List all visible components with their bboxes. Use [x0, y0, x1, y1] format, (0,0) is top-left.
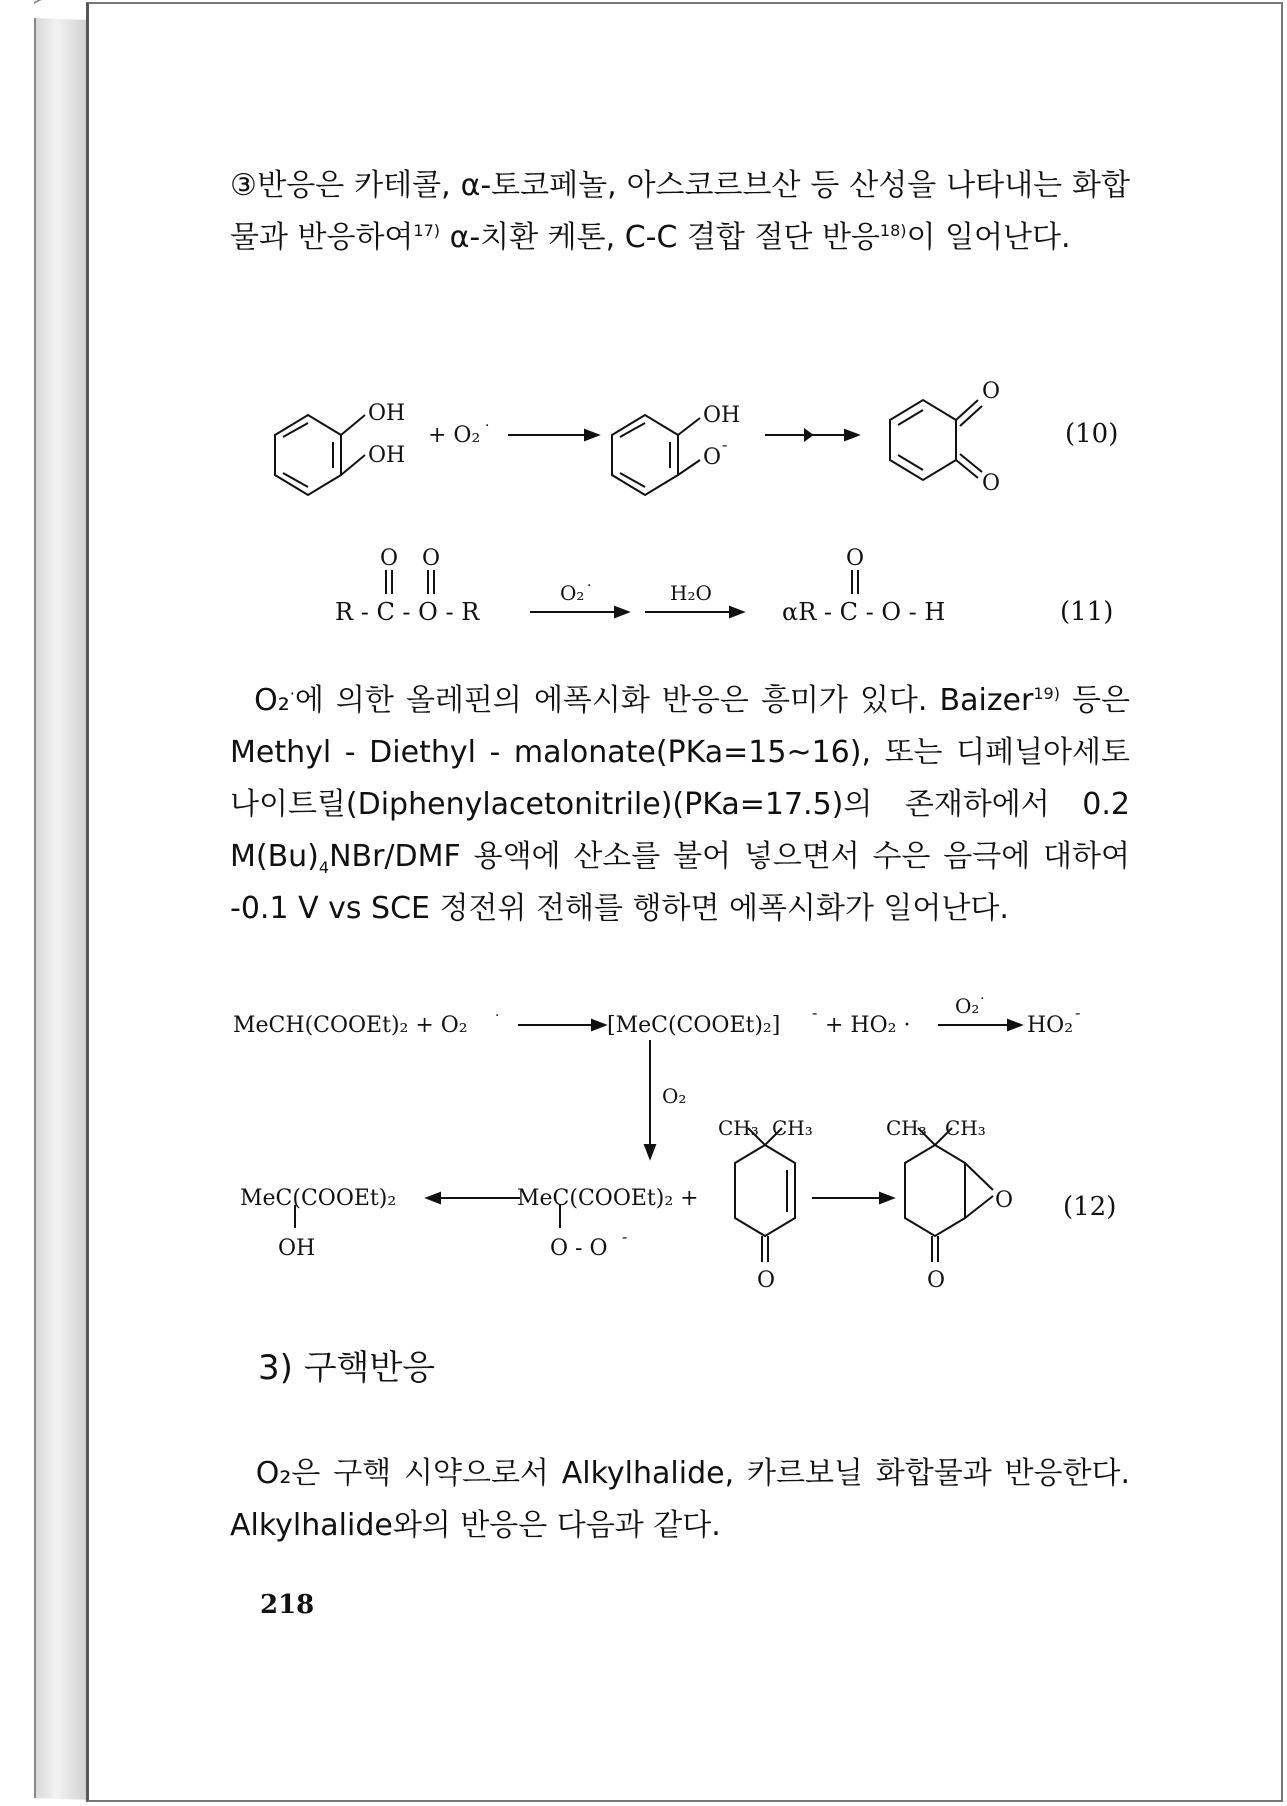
paragraph-2-a: 에 의한 올레핀의 에폭시화 반응은 흥미가 있다. Baizer [294, 683, 1034, 718]
acid-product: αR - C - O - H [782, 598, 946, 626]
paragraph-3 [230, 1448, 1130, 1552]
ho2-anion: HO₂ [1027, 1013, 1074, 1038]
bu4-subscript: 4 [318, 858, 330, 877]
peroxy-malonate: MeC(COOEt)₂ + [517, 1186, 699, 1211]
ester-reactant: R - C - O - R [335, 598, 480, 626]
scheme-12 [295, 1020, 1021, 1262]
eq12-label: (12) [1063, 1192, 1117, 1222]
malonate-reactant: MeCH(COOEt)₂ + O₂ [233, 1013, 468, 1038]
plus-superoxide: + O₂ [428, 423, 481, 448]
paragraph-1-end: 이 일어난다. [906, 220, 1071, 255]
paragraph-2 [230, 675, 1130, 935]
ref-19: 19) [1033, 684, 1060, 703]
paragraph-2-c: NBr/DMF 용액에 산소를 불어 넣으면서 수은 음극에 대하여 -0.1 V vs SCE 정전위 전해를 행하면 에폭시화가 일어난다. [230, 839, 1130, 926]
hydroxy-malonate: MeC(COOEt)₂ [240, 1186, 397, 1211]
o-carbonyl-1: O [380, 546, 399, 571]
ref-18: 18) [879, 221, 907, 240]
o2-radical-sup: · [289, 684, 295, 703]
methyl-d: CH₃ [945, 1116, 986, 1140]
reagent-superoxide: O₂ [560, 581, 585, 605]
enone-oxygen: O [757, 1268, 776, 1293]
paragraph-3-text: 은 구핵 시약으로서 Alkylhalide, 카르보닐 화합물과 반응한다. Alkylhalide와의 반응은 다음과 같다. [230, 1456, 1130, 1543]
paragraph-2-b: 등은 Methyl - Diethyl - malonate(PKa=15~16), 또는 디페닐아세토나이트릴(Diphenylacetonitrile)(PKa=17.5)의 존재하에서 0.2 M(Bu) [230, 683, 1130, 874]
peroxy-group: O - O [550, 1236, 608, 1261]
methyl-c: CH₃ [886, 1116, 927, 1140]
o-carbonyl-3: O [846, 546, 865, 571]
reagent-o2-radical: O₂ [955, 994, 980, 1018]
eq10-label: (10) [1065, 419, 1119, 449]
ho2-charge: - [1075, 1003, 1081, 1022]
methyl-a: CH₃ [718, 1116, 759, 1140]
paragraph-1-text: ③반응은 카테콜, α-토코페놀, 아스코르브산 등 산성을 나타내는 화합물과 반응하여 [230, 168, 1130, 255]
r1-radical: · [495, 1008, 500, 1024]
reagent-radical: · [587, 578, 592, 594]
minus-sign: - [722, 435, 728, 454]
epoxyketone-oxygen: O [927, 1268, 946, 1293]
quinone-o-top: O [982, 379, 1001, 404]
catechol-ring [275, 415, 341, 495]
ref-17: 17) [413, 221, 441, 240]
o-minus: O [703, 445, 722, 470]
o2-term: O₂ [254, 683, 290, 718]
oh-bottom: OH [368, 443, 406, 468]
quinone-o-bottom: O [982, 471, 1001, 496]
eq11-label: (11) [1060, 597, 1114, 627]
o-carbonyl-2: O [422, 546, 441, 571]
carbanion-charge: - [812, 1003, 818, 1022]
oh-top: OH [368, 401, 406, 426]
radical-dot: · [485, 418, 490, 434]
carbanion: [MeC(COOEt)₂] [607, 1013, 781, 1038]
oh-group: OH [278, 1236, 316, 1261]
page-number: 218 [260, 1590, 315, 1620]
o2-term-2: O₂ [255, 1456, 292, 1491]
down-o2: O₂ [662, 1084, 687, 1108]
section-heading: 3) 구핵반응 [258, 1348, 436, 1388]
oh-intermediate: OH [703, 403, 741, 428]
paragraph-1-mid: α-치환 케톤, C-C 결합 절단 반응 [440, 220, 880, 255]
methyl-b: CH₃ [772, 1116, 813, 1140]
peroxy-charge: - [622, 1227, 628, 1246]
epoxide-oxygen: O [995, 1188, 1014, 1213]
reagent-water: H₂O [670, 581, 712, 605]
hydroperoxyl: + HO₂ · [825, 1013, 911, 1038]
reagent-o2-dot: · [980, 991, 985, 1007]
